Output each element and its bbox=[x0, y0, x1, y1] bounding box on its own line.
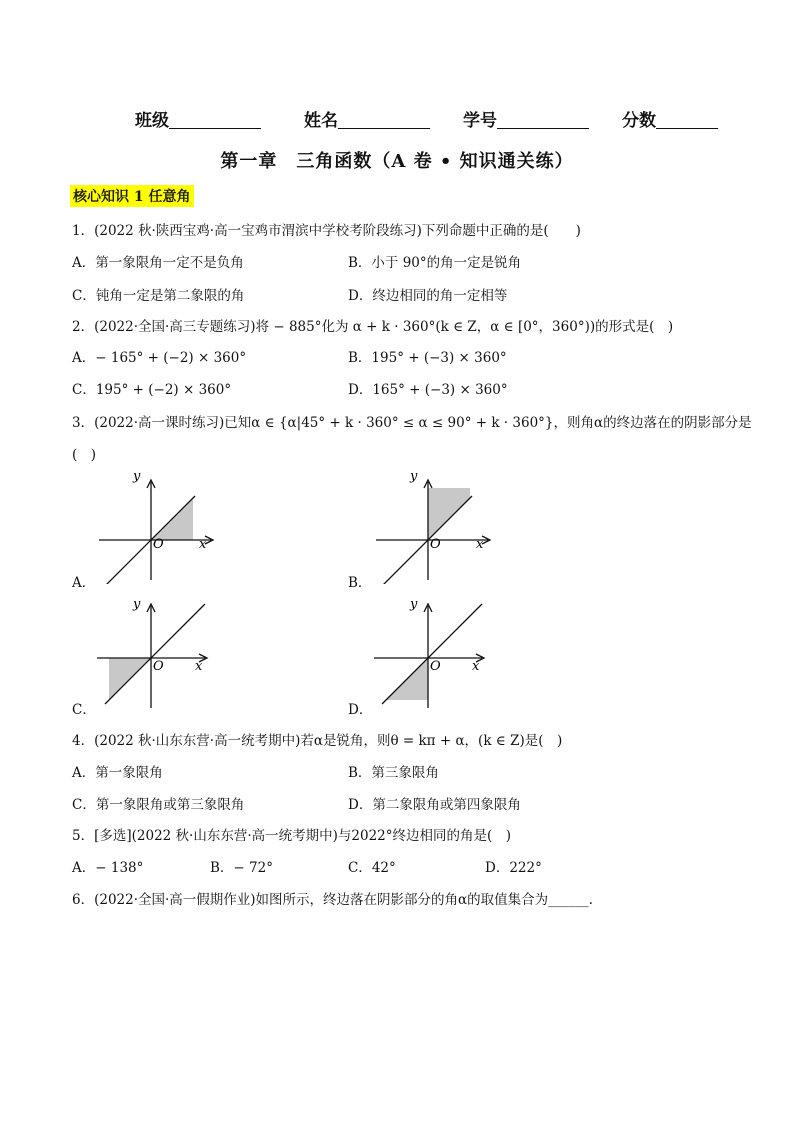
origin-label: O bbox=[153, 537, 164, 552]
q2-option-c[interactable]: C．195° + (−2) × 360° bbox=[72, 382, 232, 398]
q3-figure-b bbox=[372, 468, 492, 584]
q2-option-d[interactable]: D．165° + (−3) × 360° bbox=[348, 382, 508, 398]
q4-option-b[interactable]: B．第三象限角 bbox=[348, 765, 439, 781]
q2-option-a[interactable]: A．− 165° + (−2) × 360° bbox=[72, 350, 247, 366]
name-label: 姓名 bbox=[304, 111, 338, 131]
terminal-line bbox=[382, 604, 482, 704]
name-blank[interactable] bbox=[338, 110, 430, 129]
q5-option-c[interactable]: C．42° bbox=[348, 860, 396, 876]
origin-label: O bbox=[153, 659, 164, 674]
origin-label: O bbox=[430, 659, 441, 674]
y-axis-label: y bbox=[133, 469, 141, 484]
q3-option-b[interactable]: B． bbox=[348, 575, 372, 591]
q3-option-d[interactable]: D． bbox=[348, 702, 373, 718]
shaded-region bbox=[428, 488, 470, 540]
q3-option-c[interactable]: C． bbox=[72, 702, 96, 718]
q4-option-a[interactable]: A．第一象限角 bbox=[72, 765, 163, 781]
y-axis-label: y bbox=[410, 469, 418, 484]
name-field bbox=[304, 106, 430, 131]
q3-figure-d bbox=[372, 596, 492, 712]
q4-option-c[interactable]: C．第一象限角或第三象限角 bbox=[72, 797, 245, 813]
id-label: 学号 bbox=[463, 111, 497, 131]
q1-option-a[interactable]: A．第一象限角一定不是负角 bbox=[72, 255, 244, 271]
q2-option-b[interactable]: B．195° + (−3) × 360° bbox=[348, 350, 507, 366]
score-blank[interactable] bbox=[656, 110, 718, 129]
id-blank[interactable] bbox=[497, 110, 589, 129]
x-axis-label: x bbox=[472, 659, 480, 674]
q1-option-c[interactable]: C．钝角一定是第二象限的角 bbox=[72, 288, 245, 304]
score-field bbox=[622, 106, 718, 131]
section-heading: 核心知识 1 任意角 bbox=[70, 185, 194, 207]
x-axis-label: x bbox=[195, 659, 203, 674]
class-label: 班级 bbox=[135, 111, 169, 131]
class-blank[interactable] bbox=[169, 110, 261, 129]
q3-stem-continued: ( ) bbox=[72, 447, 97, 463]
q3-figure-a bbox=[95, 468, 215, 584]
x-axis-label: x bbox=[199, 537, 207, 552]
q5-option-a[interactable]: A．− 138° bbox=[72, 860, 144, 876]
q4-option-d[interactable]: D．第二象限角或第四象限角 bbox=[348, 797, 521, 813]
id-field bbox=[463, 106, 589, 131]
q5-stem: 5．[多选](2022 秋·山东东营·高一统考期中)与2022°终边相同的角是( ) bbox=[72, 828, 512, 844]
y-axis-label: y bbox=[133, 597, 141, 612]
q5-option-b[interactable]: B．− 72° bbox=[210, 860, 273, 876]
score-label: 分数 bbox=[622, 111, 656, 131]
q3-figure-c bbox=[95, 596, 215, 712]
q6-stem: 6．(2022·全国·高一假期作业)如图所示，终边落在阴影部分的角α的取值集合为______. bbox=[72, 892, 593, 908]
terminal-line bbox=[105, 604, 205, 704]
q3-stem: 3．(2022·高一课时练习)已知α ∈ {α|45° + k · 360° ≤ α ≤ 90° + k · 360°}，则角α的终边落在的阴影部分是 bbox=[72, 415, 752, 431]
y-axis-label: y bbox=[410, 597, 418, 612]
class-field bbox=[135, 106, 261, 131]
q1-option-d[interactable]: D．终边相同的角一定相等 bbox=[348, 288, 508, 304]
q4-stem: 4．(2022 秋·山东东营·高一统考期中)若α是锐角，则θ = kπ + α，(k ∈ Z)是( ) bbox=[72, 733, 563, 749]
x-axis-label: x bbox=[476, 537, 484, 552]
q3-option-a[interactable]: A． bbox=[72, 575, 96, 591]
q1-option-b[interactable]: B．小于 90°的角一定是锐角 bbox=[348, 255, 522, 271]
q5-option-d[interactable]: D．222° bbox=[485, 860, 542, 876]
q2-stem: 2．(2022·全国·高三专题练习)将 − 885°化为 α + k · 360°(k ∈ Z，α ∈ [0°，360°))的形式是( ) bbox=[72, 319, 674, 335]
origin-label: O bbox=[430, 537, 441, 552]
page-title: 第一章 三角函数（A 卷 • 知识通关练） bbox=[220, 151, 574, 172]
q1-stem: 1．(2022 秋·陕西宝鸡·高一宝鸡市渭滨中学校考阶段练习)下列命题中正确的是( ) bbox=[72, 223, 581, 239]
